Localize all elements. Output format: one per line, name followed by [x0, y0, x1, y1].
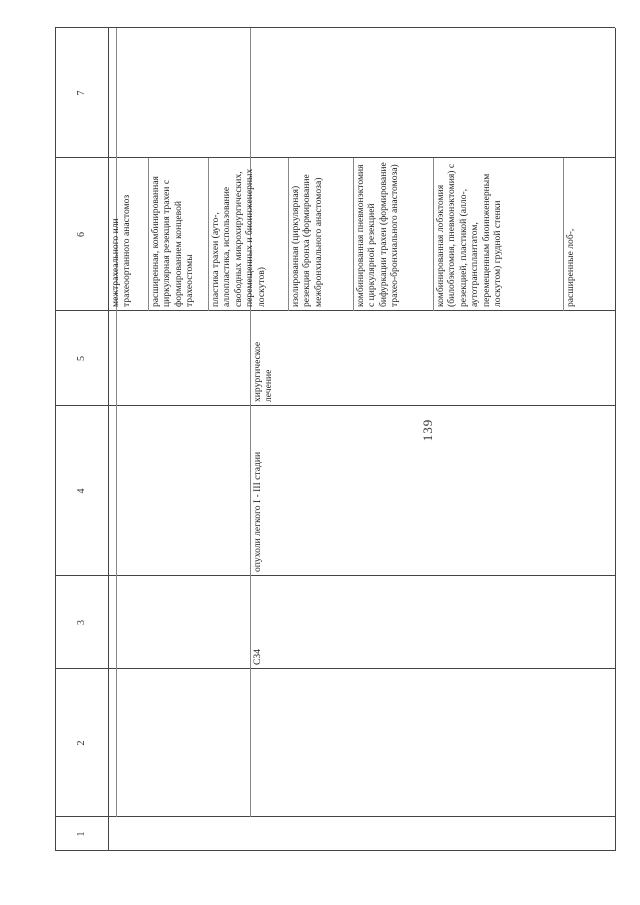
col-header-3: 3 — [76, 620, 87, 625]
header-bottom-border — [108, 28, 109, 851]
col-header-1: 1 — [76, 831, 87, 837]
diagnosis: опухоли легкого I - III стадии — [252, 451, 263, 572]
table-right-border — [55, 27, 615, 28]
col-sep-3 — [55, 575, 615, 576]
continuation-divider — [116, 28, 117, 817]
rotated-table — [55, 28, 615, 851]
treatment-type: хирургическое лечение — [252, 341, 275, 402]
method-item: расширенная, комбинированная циркулярная резекция трахеи с формированием концевой трахеостомы — [150, 176, 196, 307]
col-header-6: 6 — [76, 232, 87, 237]
method-item: расширенные лоб-, — [565, 228, 576, 307]
icd-code: C34 — [252, 649, 263, 665]
col-sep-2 — [55, 668, 615, 669]
col-sep-4 — [55, 405, 615, 406]
method-item: комбинированная лобэктомия (билобэктомия, пневмонэктомия) с резекцией, пластикой (алло-, аутотрансплантатом, перемещенным биоинженерным лоскутом) грудной стенки — [435, 163, 504, 307]
col-header-5: 5 — [76, 356, 87, 361]
col-header-2: 2 — [76, 740, 87, 746]
table-bottom-border — [615, 28, 616, 851]
table-left-border — [55, 850, 615, 851]
col-sep-1 — [55, 816, 615, 817]
method-item: межтрахеального или трахеоортанного анастомоз — [110, 194, 133, 307]
col-header-4: 4 — [76, 488, 87, 494]
col-header-7: 7 — [76, 90, 87, 96]
method-item: пластика трахеи (ауто-, аллопластика, использование свободных микрохирургических, перемещенных и биоинженерных лоскутов) — [210, 168, 267, 307]
method-item: изолированная (циркулярная) резекция бронха (формирование межбронхиального анастомоза) — [290, 174, 324, 307]
page-number: 139 — [420, 418, 435, 442]
method-item: комбинированная пневмонэктомия с циркулярной резекцией бифуркации трахеи (формирование трахео-бронхиального анастомоза) — [355, 162, 401, 307]
